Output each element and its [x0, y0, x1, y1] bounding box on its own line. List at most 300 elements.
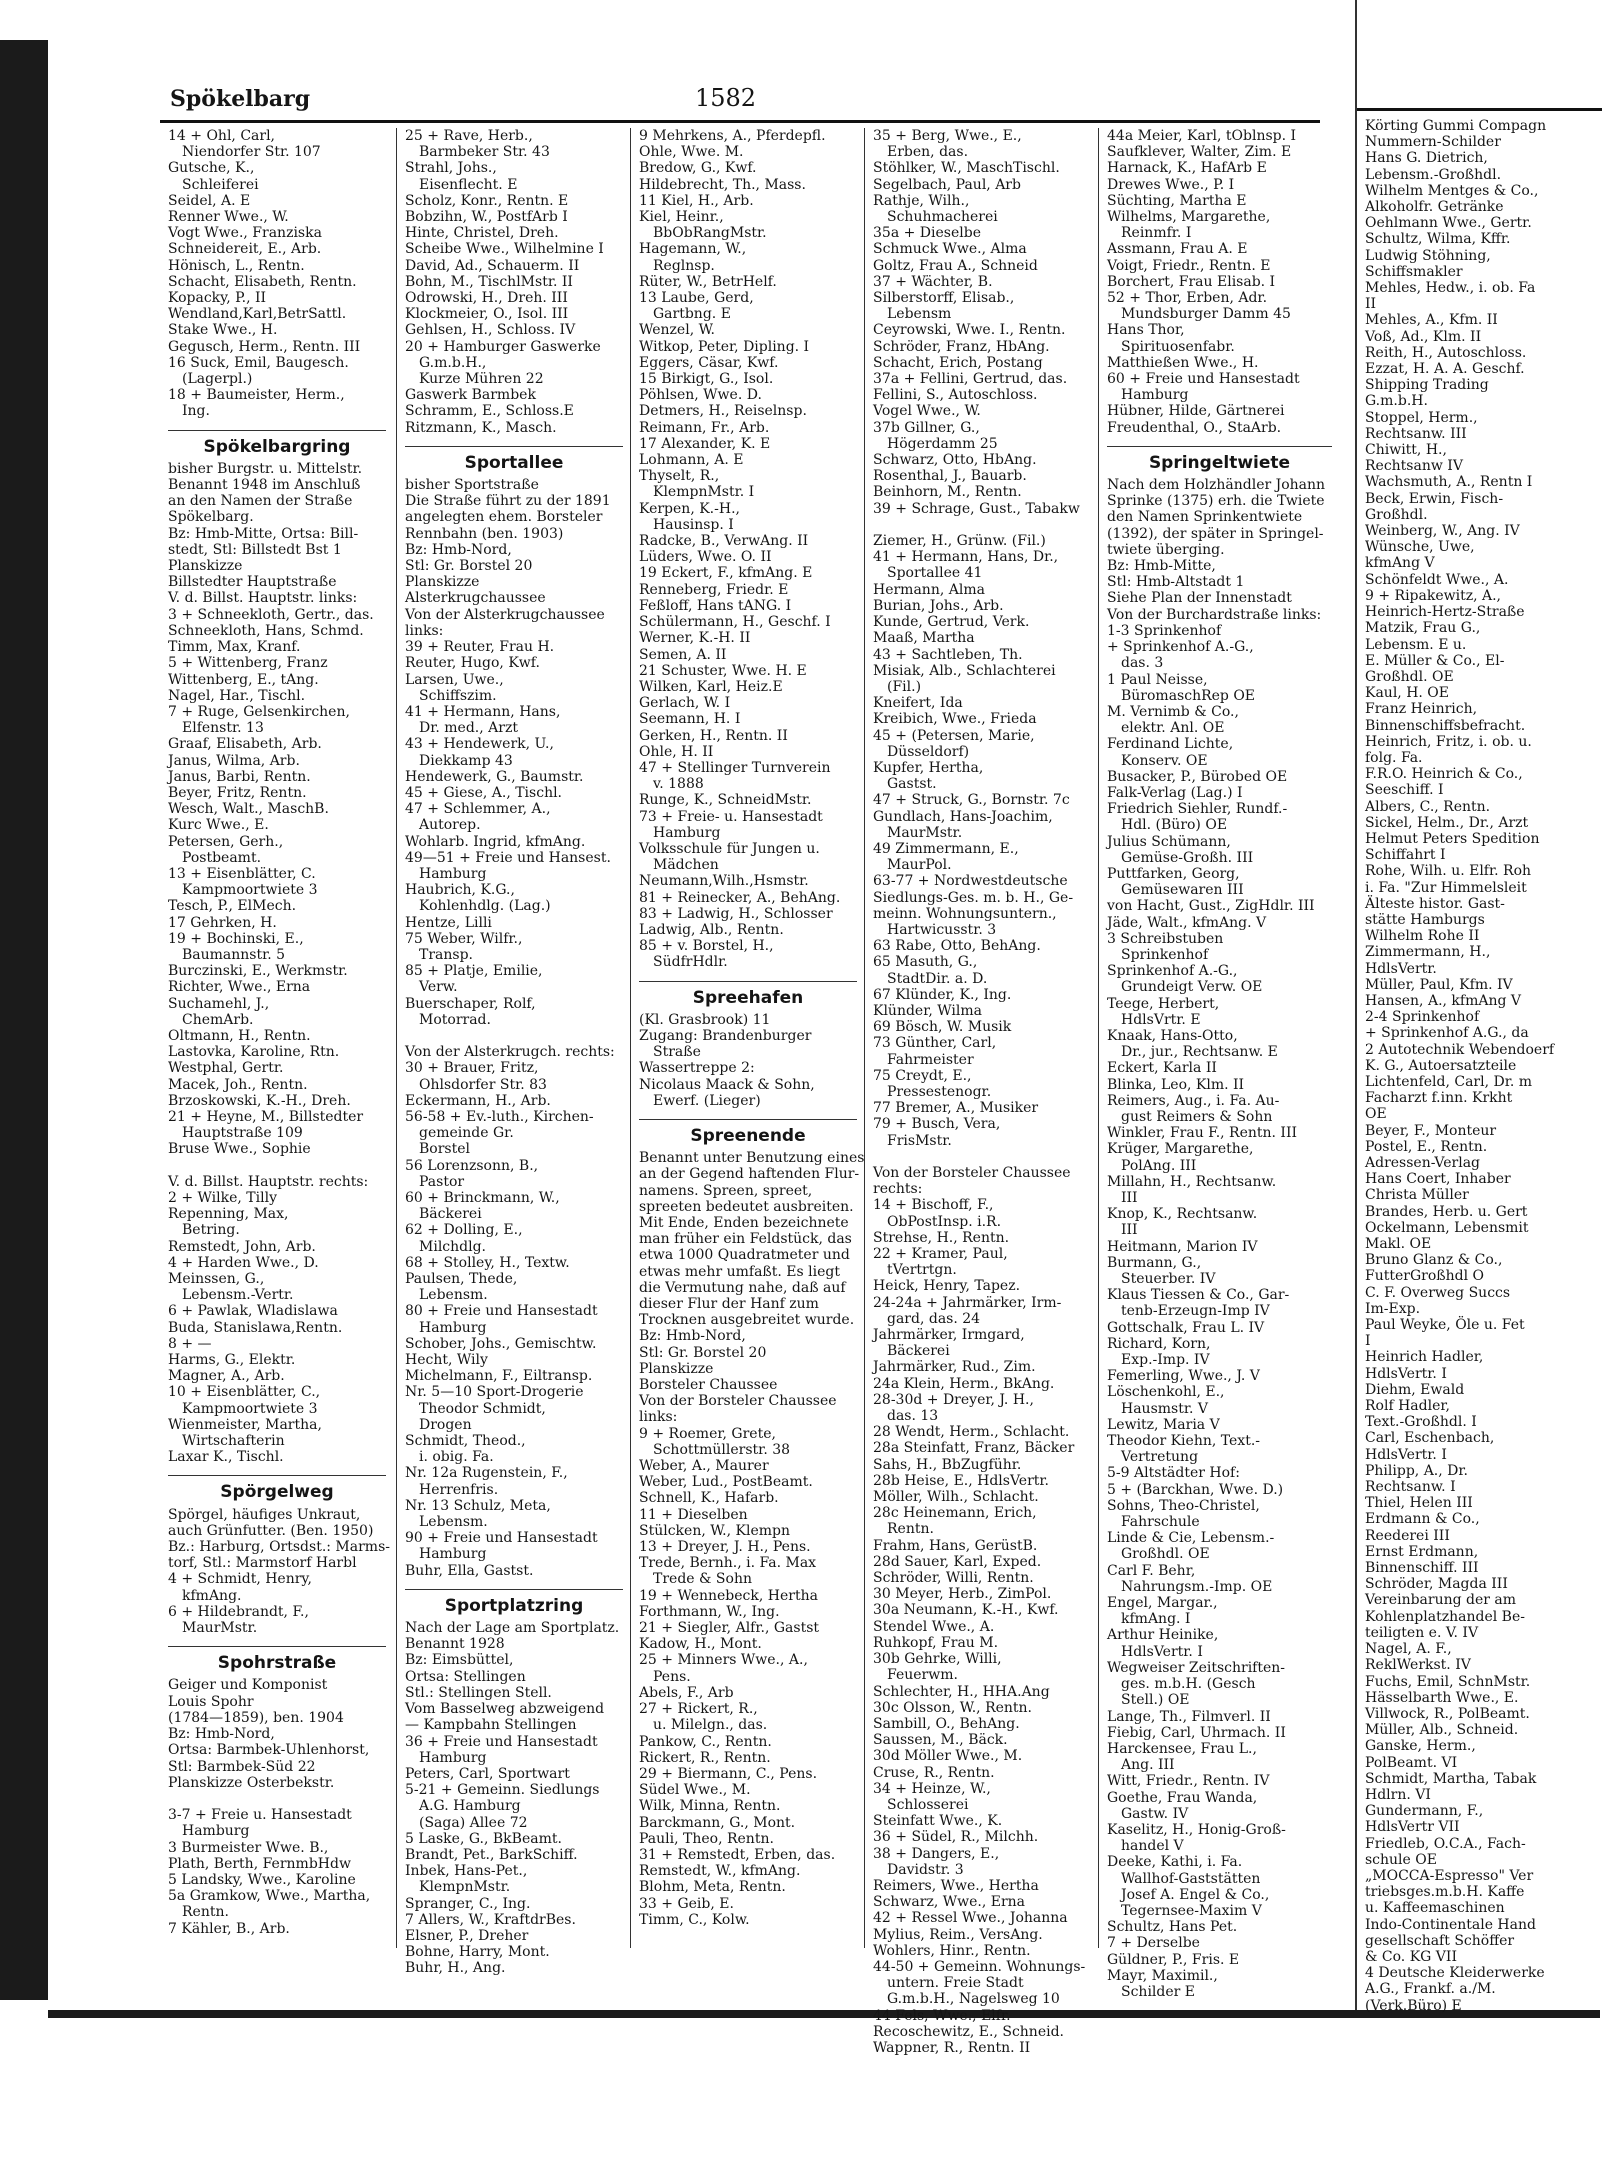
directory-entry-line: (Lagerpl.)	[182, 371, 253, 388]
directory-entry-line: Lewitz, Maria V	[1107, 1416, 1220, 1433]
directory-entry-line: 17 Gehrken, H.	[168, 914, 277, 931]
directory-entry-line: Schwarz, Wwe., Erna	[873, 1894, 1026, 1911]
directory-entry-line: Hausmstr. V	[1121, 1400, 1209, 1417]
directory-entry-line: Klockmeier, O., Isol. III	[405, 306, 569, 323]
directory-entry-line: Mundsburger Damm 45	[1121, 306, 1291, 323]
directory-entry-line: torf, Stl.: Marmstorf Harbl	[168, 1555, 357, 1572]
directory-entry-line: Assmann, Frau A. E	[1107, 241, 1248, 258]
adjacent-entry-line: Voß, Ad., Klm. II	[1365, 328, 1482, 345]
directory-entry-line: Witt, Friedr., Rentn. IV	[1107, 1773, 1270, 1790]
adjacent-page-column	[1357, 118, 1602, 2014]
directory-entry-line: PolAng. III	[1121, 1157, 1197, 1174]
directory-entry-line: Buhr, Ella, Gastst.	[405, 1562, 534, 1579]
directory-entry-line: Süchting, Martha E	[1107, 192, 1247, 209]
directory-entry-line: 4 + Schmidt, Henry,	[168, 1571, 312, 1588]
adjacent-entry-line: Heinrich-Hertz-Straße	[1365, 604, 1525, 621]
directory-entry-line	[873, 517, 1091, 533]
directory-entry-line: Kerpen, K.-H.,	[639, 500, 740, 517]
directory-entry-line: Nr. 13 Schulz, Meta,	[405, 1497, 551, 1514]
directory-entry-line: Scheibe Wwe., Wilhelmine I	[405, 241, 604, 258]
adjacent-entry-line: Rohe, Wilh. u. Elfr. Roh	[1365, 863, 1532, 880]
directory-entry-line: das. 13	[887, 1408, 939, 1425]
directory-entry-line: Lastovka, Karoline, Rtn.	[168, 1044, 340, 1061]
directory-entry-line: 73 Günther, Carl,	[873, 1035, 997, 1052]
adjacent-entry-line: Großhdl.	[1365, 506, 1428, 523]
directory-entry-line: 7 Allers, W., KraftdrBes.	[405, 1911, 576, 1928]
adjacent-entry-line: FutterGroßhdl O	[1365, 1268, 1484, 1285]
directory-entry-line: Wendland,Karl,BetrSattl.	[168, 306, 347, 323]
adjacent-entry-line: Im-Exp.	[1365, 1300, 1421, 1317]
directory-entry-line: Hausinsp. I	[653, 516, 734, 533]
adjacent-entry-line: HdlsVertr VII	[1365, 1819, 1460, 1836]
directory-entry-line: Blinka, Leo, Klm. II	[1107, 1076, 1245, 1093]
directory-entry-line: Ceyrowski, Wwe. I., Rentn.	[873, 322, 1066, 339]
adjacent-entry-line: & Co. KG VII	[1365, 1948, 1457, 1965]
directory-entry-line: 28c Heinemann, Erich,	[873, 1505, 1037, 1522]
directory-entry-line: 9 Mehrkens, A., Pferdepfl.	[639, 128, 826, 144]
adjacent-entry-line: Carl, Eschenbach,	[1365, 1430, 1495, 1447]
adjacent-entry-line: stätte Hamburgs	[1365, 911, 1485, 928]
directory-entry-line: Kneifert, Ida	[873, 695, 963, 712]
directory-entry-line: Stake Wwe., H.	[168, 322, 278, 339]
directory-entry-line: Kupfer, Hertha,	[873, 759, 984, 776]
directory-entry-line: Busacker, P., Bürobed OE	[1107, 768, 1288, 785]
directory-entry-line: BbObRangMstr.	[653, 225, 767, 242]
directory-entry-line: Gastw. IV	[1121, 1805, 1189, 1822]
directory-entry-line: 21 Schuster, Wwe. H. E	[639, 662, 807, 679]
adjacent-entry-line: Seeschiff. I	[1365, 782, 1444, 799]
directory-entry-line: Macek, Joh., Rentn.	[168, 1076, 308, 1093]
street-heading: Sportallee	[405, 446, 623, 471]
directory-entry-line: Reinmfr. I	[1121, 225, 1192, 242]
adjacent-entry-line: Ganske, Herm.,	[1365, 1738, 1476, 1755]
directory-entry-line: MaurMstr.	[182, 1620, 258, 1637]
running-street-title: Spökelbarg	[170, 86, 311, 112]
directory-entry-line: Stülcken, W., Klempn	[639, 1522, 791, 1539]
directory-entry-line: spreeten bedeutet ausbreiten.	[639, 1198, 854, 1215]
directory-entry-line: 5 Laske, G., BkBeamt.	[405, 1830, 562, 1847]
directory-entry-line: Westphal, Gertr.	[168, 1060, 284, 1077]
directory-entry-line: Feßloff, Hans tANG. I	[639, 597, 792, 614]
directory-entry-line: BüromaschRep OE	[1121, 687, 1256, 704]
directory-entry-line: ChemArb.	[182, 1011, 254, 1028]
directory-entry-line: Kreibich, Wwe., Frieda	[873, 711, 1037, 728]
directory-entry-line: Hamburg	[653, 824, 721, 841]
directory-entry-line: 65 Masuth, G.,	[873, 954, 978, 971]
directory-entry-line: Siedlungs-Ges. m. b. H., Ge-	[873, 889, 1074, 906]
directory-entry-line: Lüders, Wwe. O. II	[639, 549, 772, 566]
directory-entry-line: u. Milelgn., das.	[653, 1717, 768, 1734]
adjacent-entry-line: Text.-Großhdl. I	[1365, 1414, 1477, 1431]
directory-entry-line: 5 Landsky, Wwe., Karoline	[168, 1871, 356, 1888]
directory-entry-line: Fiebig, Carl, Uhrmach. II	[1107, 1724, 1286, 1741]
directory-entry-line: Voigt, Friedr., Rentn. E	[1107, 257, 1271, 274]
directory-entry-line: 15 Birkigt, G., Isol.	[639, 371, 774, 388]
adjacent-entry-line: F.R.O. Heinrich & Co.,	[1365, 766, 1523, 783]
directory-entry-line: Planskizze Osterbekstr.	[168, 1774, 335, 1791]
adjacent-entry-line: Körting Gummi Compagn	[1365, 118, 1547, 134]
directory-entry-line: 44-50 + Gemeinn. Wohnungs-	[873, 1958, 1086, 1975]
adjacent-entry-line: Oehlmann Wwe., Gertr.	[1365, 215, 1532, 232]
directory-entry-line: Lebensm.-Vertr.	[182, 1287, 294, 1304]
directory-entry-line: 80 + Freie und Hansestadt	[405, 1303, 598, 1320]
adjacent-entry-line: Postel, E., Rentn.	[1365, 1138, 1488, 1155]
adjacent-entry-line: Beyer, F., Monteur	[1365, 1122, 1497, 1139]
directory-entry-line: 47 + Struck, G., Bornstr. 7c	[873, 792, 1070, 809]
street-heading: Spreehafen	[639, 981, 857, 1006]
directory-entry-line: Magner, A., Arb.	[168, 1368, 285, 1385]
directory-entry-line: 28b Heise, E., HdlsVertr.	[873, 1472, 1050, 1489]
directory-entry-line: Knop, K., Rechtsanw.	[1107, 1206, 1258, 1223]
adjacent-entry-line: HdlsVertr. I	[1365, 1446, 1447, 1463]
adjacent-entry-line: Facharzt f.inn. Krkht	[1365, 1090, 1513, 1107]
directory-entry-line: Sprinkenhof	[1121, 946, 1209, 963]
directory-entry-line: Hönisch, L., Rentn.	[168, 257, 305, 274]
directory-entry-line: 73 + Freie- u. Hansestadt	[639, 808, 823, 825]
directory-entry-line: Sohns, Theo-Christel,	[1107, 1497, 1260, 1514]
directory-entry-line: Remstedt, W., kfmAng.	[639, 1863, 801, 1880]
directory-entry-line: Haubrich, K.G.,	[405, 882, 515, 899]
directory-entry-line: Schröder, Willi, Rentn.	[873, 1570, 1034, 1587]
directory-entry-line: tVertrtgn.	[887, 1262, 957, 1279]
directory-entry-line: Schwarz, Otto, HbAng.	[873, 452, 1037, 469]
directory-entry-line: 19 + Wennebeck, Hertha	[639, 1587, 818, 1604]
directory-entry-line: Peters, Carl, Sportwart	[405, 1765, 570, 1782]
directory-entry-line: Mit Ende, Enden bezeichnete	[639, 1215, 849, 1231]
directory-entry-line: Hildebrecht, Th., Mass.	[639, 176, 806, 193]
directory-entry-line: (1392), der später in Springel-	[1107, 525, 1324, 542]
directory-entry-line: 6 + Hildebrandt, F.,	[168, 1603, 309, 1620]
directory-entry-line: Harnack, K., HafArb E	[1107, 160, 1267, 177]
directory-entry-line: III	[1121, 1190, 1138, 1206]
directory-entry-line: Paulsen, Thede,	[405, 1271, 518, 1288]
directory-entry-line: etwa 1000 Quadratmeter und	[639, 1247, 850, 1264]
directory-entry-line: Högerdamm 25	[887, 435, 998, 452]
adjacent-entry-line: Brandes, Herb. u. Gert	[1365, 1203, 1528, 1220]
directory-entry-line: Güldner, P., Fris. E	[1107, 1951, 1240, 1968]
adjacent-entry-line: Lichtenfeld, Carl, Dr. m	[1365, 1073, 1533, 1090]
directory-entry-line: Kopacky, P., II	[168, 290, 267, 307]
directory-entry-line: Bz.: Harburg, Ortsdst.: Marms-	[168, 1539, 390, 1556]
directory-entry-line: Planskizze	[639, 1360, 714, 1377]
directory-entry-line: Nr. 5—10 Sport-Drogerie	[405, 1384, 584, 1401]
directory-entry-line: Carl F. Behr,	[1107, 1562, 1196, 1579]
directory-entry-line: Hamburg	[419, 865, 487, 882]
directory-entry-line: Maaß, Martha	[873, 630, 975, 647]
directory-entry-line: Reglnsp.	[653, 257, 715, 274]
directory-entry-line: Gartbng. E	[653, 306, 731, 323]
directory-entry-line: Gerken, H., Rentn. II	[639, 727, 788, 744]
directory-entry-line: Matthießen Wwe., H.	[1107, 354, 1259, 371]
directory-entry-line: Ewerf. (Lieger)	[653, 1092, 761, 1109]
directory-entry-line: Transp.	[419, 946, 473, 963]
adjacent-entry-line: Villwock, R., PolBeamt.	[1365, 1705, 1530, 1722]
directory-entry-line: Ritzmann, K., Masch.	[405, 419, 557, 436]
directory-entry-line: 18 + Baumeister, Herm.,	[168, 387, 345, 404]
directory-entry-line: Pauli, Theo, Rentn.	[639, 1830, 774, 1847]
directory-entry-line: Forthmann, W., Ing.	[639, 1603, 780, 1620]
directory-entry-line: Stell.) OE	[1121, 1692, 1190, 1709]
directory-entry-line: Strehse, H., Rentn.	[873, 1229, 1010, 1246]
directory-entry-line: (Kl. Grasbrook) 11	[639, 1011, 771, 1028]
directory-entry-line: dieser Flur der Hanf zum	[639, 1296, 819, 1313]
directory-entry-line: 85 + v. Borstel, H.,	[639, 938, 774, 955]
directory-entry-line: Stl.: Stellingen Stell.	[405, 1684, 552, 1701]
directory-entry-line: 39 + Schrage, Gust., Tabakw	[873, 500, 1080, 517]
directory-entry-line: Vom Basselweg abzweigend	[405, 1701, 605, 1718]
directory-entry-line: 24a Klein, Herm., BkAng.	[873, 1375, 1055, 1392]
directory-entry-line: MaurPol.	[887, 857, 952, 874]
directory-entry-line: Von der Borsteler Chaussee	[639, 1393, 837, 1410]
directory-entry-line: 3-7 + Freie u. Hansestadt	[168, 1807, 352, 1824]
directory-entry-line: Lebensm.	[419, 1287, 488, 1304]
directory-entry-line: Wohlers, Hinr., Rentn.	[873, 1942, 1031, 1959]
directory-entry-line: Renneberg, Friedr. E	[639, 581, 789, 598]
directory-entry-line: Gemüse-Großh. III	[1121, 849, 1254, 866]
directory-entry-line: Schacht, Elisabeth, Rentn.	[168, 273, 357, 290]
directory-entry-line: 62 + Dolling, E.,	[405, 1222, 523, 1239]
directory-entry-line: die Vermutung nahe, daß auf	[639, 1279, 846, 1296]
adjacent-entry-line: triebsges.m.b.H. Kaffe	[1365, 1884, 1525, 1901]
directory-entry-line: Wappner, R., Rentn. II	[873, 2039, 1031, 2056]
directory-entry-line: Josef A. Engel & Co.,	[1121, 1886, 1270, 1903]
directory-entry-line: Wirtschafterin	[182, 1433, 285, 1450]
directory-entry-line: Julius Schümann,	[1107, 833, 1231, 850]
directory-entry-line: — Kampbahn Stellingen	[405, 1717, 577, 1734]
directory-entry-line: Wittenberg, E., tAng.	[168, 671, 319, 688]
directory-entry-line: Wilhelms, Margarethe,	[1107, 209, 1271, 226]
directory-entry-line: den Namen Sprinkentwiete	[1107, 509, 1303, 526]
adjacent-entry-line: Philipp, A., Dr.	[1365, 1462, 1468, 1479]
directory-entry-line: Sahs, H., BbZugführ.	[873, 1456, 1022, 1473]
directory-entry-line: Fahrschule	[1121, 1514, 1200, 1531]
directory-entry-line: Erben, das.	[887, 144, 969, 161]
street-heading: Sportplatzring	[405, 1589, 623, 1614]
directory-entry-line: 25 + Rave, Herb.,	[405, 128, 533, 144]
adjacent-entry-line: Nagel, A. F.,	[1365, 1641, 1452, 1658]
directory-entry-line: twiete überging.	[1107, 541, 1225, 558]
directory-entry-line: Brzoskowski, K.-H., Dreh.	[168, 1092, 351, 1109]
directory-entry-line: Pastor	[419, 1173, 465, 1190]
directory-entry-line: Verw.	[419, 979, 458, 996]
directory-entry-line: 43 + Hendewerk, U.,	[405, 736, 554, 753]
street-heading: Spörgelweg	[168, 1475, 386, 1500]
directory-entry-line: Schultz, Hans Pet.	[1107, 1919, 1238, 1936]
directory-entry-line: 1 Paul Neisse,	[1107, 671, 1208, 688]
directory-entry-line: Herrenfris.	[419, 1481, 499, 1498]
directory-entry-line: Autorep.	[419, 817, 481, 834]
adjacent-page-header-rule	[1357, 108, 1602, 111]
directory-entry-line: (1784—1859), ben. 1904	[168, 1709, 344, 1726]
directory-entry-line: Kampmoortwiete 3	[182, 882, 318, 899]
directory-entry-line: Lange, Th., Filmverl. II	[1107, 1708, 1271, 1725]
directory-entry-line: 14 + Bischoff, F.,	[873, 1197, 994, 1214]
directory-entry-line: Burian, Johs., Arb.	[873, 597, 1004, 614]
directory-entry-line: Thyselt, R.,	[639, 468, 720, 485]
directory-entry-line: Von der Alsterkrugch. rechts:	[405, 1044, 615, 1061]
directory-entry-line: Lebensm	[887, 306, 952, 323]
directory-entry-line: Schacht, Erich, Postang	[873, 354, 1043, 371]
directory-entry-line: Strahl, Johs.,	[405, 160, 497, 177]
directory-entry-line: Timm, C., Kolw.	[639, 1911, 750, 1928]
directory-entry-line: Goethe, Frau Wanda,	[1107, 1789, 1258, 1806]
adjacent-entry-line: Schiffsmakler	[1365, 263, 1463, 280]
directory-entry-line: (Saga) Allee 72	[419, 1814, 528, 1831]
directory-entry-line: Beinhorn, M., Rentn.	[873, 484, 1022, 501]
adjacent-entry-line: Sickel, Helm., Dr., Arzt	[1365, 814, 1529, 831]
directory-entry-line	[168, 1791, 386, 1807]
directory-entry-line: Rosenthal, J., Bauarb.	[873, 468, 1027, 485]
directory-entry-line: Ziemer, H., Grünw. (Fil.)	[873, 533, 1046, 550]
directory-entry-line: Theodor Schmidt,	[419, 1400, 546, 1417]
adjacent-entry-line: 9 + Ripakewitz, A.,	[1365, 587, 1502, 604]
adjacent-entry-line: Heinrich Hadler,	[1365, 1349, 1484, 1366]
directory-entry-line: gust Reimers & Sohn	[1121, 1108, 1273, 1125]
directory-entry-line: 44a Meier, Karl, tOblnsp. I	[1107, 128, 1297, 144]
directory-entry-line: Benannt 1948 im Anschluß	[168, 477, 361, 494]
directory-entry-line: Abels, F., Arb	[639, 1684, 734, 1701]
directory-entry-line: Hinte, Christel, Dreh.	[405, 225, 559, 242]
directory-entry-line: Postbeamt.	[182, 849, 262, 866]
directory-entry-line: Niendorfer Str. 107	[182, 144, 321, 161]
directory-entry-line: 9 + Roemer, Grete,	[639, 1425, 776, 1442]
directory-entry-line: 16 Suck, Emil, Baugesch.	[168, 354, 349, 371]
adjacent-entry-line: Reith, H., Autoschloss.	[1365, 344, 1527, 361]
directory-entry-line: 75 Creydt, E.,	[873, 1067, 972, 1084]
directory-entry-line: 11 + Dieselben	[639, 1506, 748, 1523]
directory-entry-line: (Fil.)	[887, 678, 922, 695]
directory-entry-line: Klaus Tiessen & Co., Gar-	[1107, 1287, 1290, 1304]
adjacent-entry-line: Rechtsanw IV	[1365, 458, 1463, 475]
directory-entry-line: Rennbahn (ben. 1903)	[405, 525, 564, 542]
directory-entry-line: Nach der Lage am Sportplatz.	[405, 1620, 620, 1637]
adjacent-entry-line: Schmidt, Martha, Tabak	[1365, 1770, 1537, 1787]
street-heading: Spreenende	[639, 1119, 857, 1144]
directory-entry-line: Schober, Johs., Gemischtw.	[405, 1335, 597, 1352]
directory-entry-line: FrisMstr.	[887, 1132, 952, 1149]
directory-entry-line: Reimers, Aug., i. Fa. Au-	[1107, 1092, 1280, 1109]
adjacent-entry-line: Wilhelm Mentges & Co.,	[1365, 182, 1539, 199]
directory-entry-line: Wilk, Minna, Rentn.	[639, 1798, 781, 1815]
adjacent-entry-line: Wilhelm Rohe II	[1365, 928, 1480, 945]
directory-entry-line: SüdfrHdlr.	[653, 954, 728, 971]
directory-entry-line: Elsner, P., Dreher	[405, 1927, 529, 1944]
directory-entry-line: 1-3 Sprinkenhof	[1107, 622, 1222, 639]
adjacent-entry-line: schule OE	[1365, 1851, 1437, 1868]
directory-entry-line: Hamburg	[182, 1823, 250, 1840]
directory-entry-line: 5a Gramkow, Wwe., Martha,	[168, 1888, 371, 1905]
adjacent-entry-line: kfmAng V	[1365, 555, 1435, 572]
adjacent-entry-line: E. Müller & Co., El-	[1365, 652, 1505, 669]
directory-entry-line: Borsteler Chaussee	[639, 1377, 778, 1394]
directory-entry-line: Stl: Barmbek-Süd 22	[168, 1758, 316, 1775]
adjacent-entry-line: ReklWerkst. IV	[1365, 1657, 1471, 1674]
directory-entry-line: 90 + Freie und Hansestadt	[405, 1530, 598, 1547]
directory-entry-line: Pankow, C., Rentn.	[639, 1733, 772, 1750]
directory-entry-line: Beyer, Fritz, Rentn.	[168, 784, 307, 801]
directory-entry-line: bisher Burgstr. u. Mittelstr.	[168, 460, 363, 477]
directory-entry-line: Inbek, Hans-Pet.,	[405, 1863, 528, 1880]
adjacent-entry-line: Alkoholfr. Getränke	[1365, 199, 1504, 216]
directory-entry-line: Frahm, Hans, GerüstB.	[873, 1537, 1038, 1554]
directory-entry-line: 28a Steinfatt, Franz, Bäcker	[873, 1440, 1075, 1457]
directory-entry-line: Barckmann, G., Mont.	[639, 1814, 796, 1831]
directory-entry-line: Nicolaus Maack & Sohn,	[639, 1076, 815, 1093]
directory-entry-line: Misiak, Alb., Schlachterei	[873, 662, 1056, 679]
directory-entry-line: Wilken, Karl, Heiz.E	[639, 678, 783, 695]
directory-entry-line: Seidel, A. E	[168, 192, 251, 209]
adjacent-entry-line: Fuchs, Emil, SchnMstr.	[1365, 1673, 1531, 1690]
directory-entry-line: 85 + Platje, Emilie,	[405, 963, 543, 980]
adjacent-entry-line: gesellschaft Schöffer	[1365, 1932, 1515, 1949]
directory-entry-line: Spirituosenfabr.	[1121, 338, 1235, 355]
directory-entry-line: Reimann, Fr., Arb.	[639, 419, 770, 436]
adjacent-entry-line: Binnenschiff. III	[1365, 1560, 1479, 1577]
directory-entry-line: das. 3	[1121, 655, 1164, 672]
directory-entry-line: Trede & Sohn	[653, 1571, 752, 1588]
directory-entry-line: Janus, Barbi, Rentn.	[168, 768, 311, 785]
directory-entry-line: Hartwicusstr. 3	[887, 921, 997, 938]
directory-entry-line: Bz: Hmb-Mitte,	[1107, 558, 1216, 575]
directory-entry-line: Pens.	[653, 1668, 691, 1685]
adjacent-entry-line: Franz Heinrich,	[1365, 701, 1478, 718]
directory-entry-line: 11 Kiel, H., Arb.	[639, 192, 754, 209]
directory-entry-line: Kaselitz, H., Honig-Groß-	[1107, 1821, 1286, 1838]
directory-entry-line: Steinfatt Wwe., K.	[873, 1813, 1003, 1830]
directory-entry-line: KlempnMstr.	[419, 1879, 511, 1896]
directory-entry-line: Rickert, R., Rentn.	[639, 1749, 771, 1766]
directory-entry-line: Bäckerei	[887, 1343, 950, 1360]
directory-entry-line: Ruhkopf, Frau M.	[873, 1634, 999, 1651]
directory-entry-line: Kohlenhdlg. (Lag.)	[419, 898, 551, 915]
directory-entry-line: 30d Möller Wwe., M.	[873, 1748, 1023, 1765]
directory-entry-line: 20 + Hamburger Gaswerke	[405, 338, 601, 355]
directory-entry-line: Sprinkenhof A.-G.,	[1107, 963, 1238, 980]
directory-entry-line: Schiffszim.	[419, 687, 497, 704]
adjacent-entry-line: Großhdl. OE	[1365, 668, 1454, 685]
directory-entry-line: Elfenstr. 13	[182, 720, 264, 737]
directory-entry-line: Nach dem Holzhändler Johann	[1107, 477, 1326, 494]
directory-entry-line: rechts:	[873, 1181, 923, 1198]
directory-entry-line: Trocknen ausgebreitet wurde.	[639, 1312, 855, 1329]
adjacent-entry-line: i. Fa. "Zur Himmelsleit	[1365, 879, 1527, 896]
directory-entry-line: 3 Schreibstuben	[1107, 930, 1224, 947]
directory-entry-line: Blohm, Meta, Rentn.	[639, 1879, 786, 1896]
directory-entry-line: Gehlsen, H., Schloss. IV	[405, 322, 576, 339]
directory-entry-line: Werner, K.-H. II	[639, 630, 751, 647]
directory-entry-line: Bobzihn, W., PostfArb I	[405, 209, 568, 226]
directory-entry-line: 67 Klünder, K., Ing.	[873, 986, 1012, 1003]
directory-entry-line: Geiger und Komponist	[168, 1677, 328, 1694]
directory-entry-line: Eggers, Cäsar, Kwf.	[639, 354, 779, 371]
directory-entry-line: Vogt Wwe., Franziska	[168, 225, 322, 242]
directory-entry-line: 81 + Reinecker, A., BehAng.	[639, 889, 841, 906]
page-number: 1582	[695, 84, 757, 112]
directory-entry-line: Kurze Mühren 22	[419, 371, 544, 388]
directory-entry-line: Vertretung	[1121, 1449, 1199, 1466]
directory-entry-line: Hagemann, W.,	[639, 241, 747, 258]
adjacent-entry-line: Gundermann, F.,	[1365, 1803, 1484, 1820]
directory-entry-line: 49—51 + Freie und Hansest.	[405, 849, 611, 866]
directory-entry-line: links:	[639, 1409, 678, 1426]
directory-entry-line: Bz: Hmb-Nord,	[405, 541, 512, 558]
directory-entry-line: KlempnMstr. I	[653, 484, 755, 501]
directory-entry-line: von Hacht, Gust., ZigHdlr. III	[1107, 898, 1315, 915]
directory-entry-line: Hendewerk, G., Baumstr.	[405, 768, 584, 785]
directory-entry-line: 39 + Reuter, Frau H.	[405, 639, 555, 656]
directory-entry-line: Weber, Lud., PostBeamt.	[639, 1474, 813, 1491]
directory-entry-line: Sportallee 41	[887, 565, 983, 582]
